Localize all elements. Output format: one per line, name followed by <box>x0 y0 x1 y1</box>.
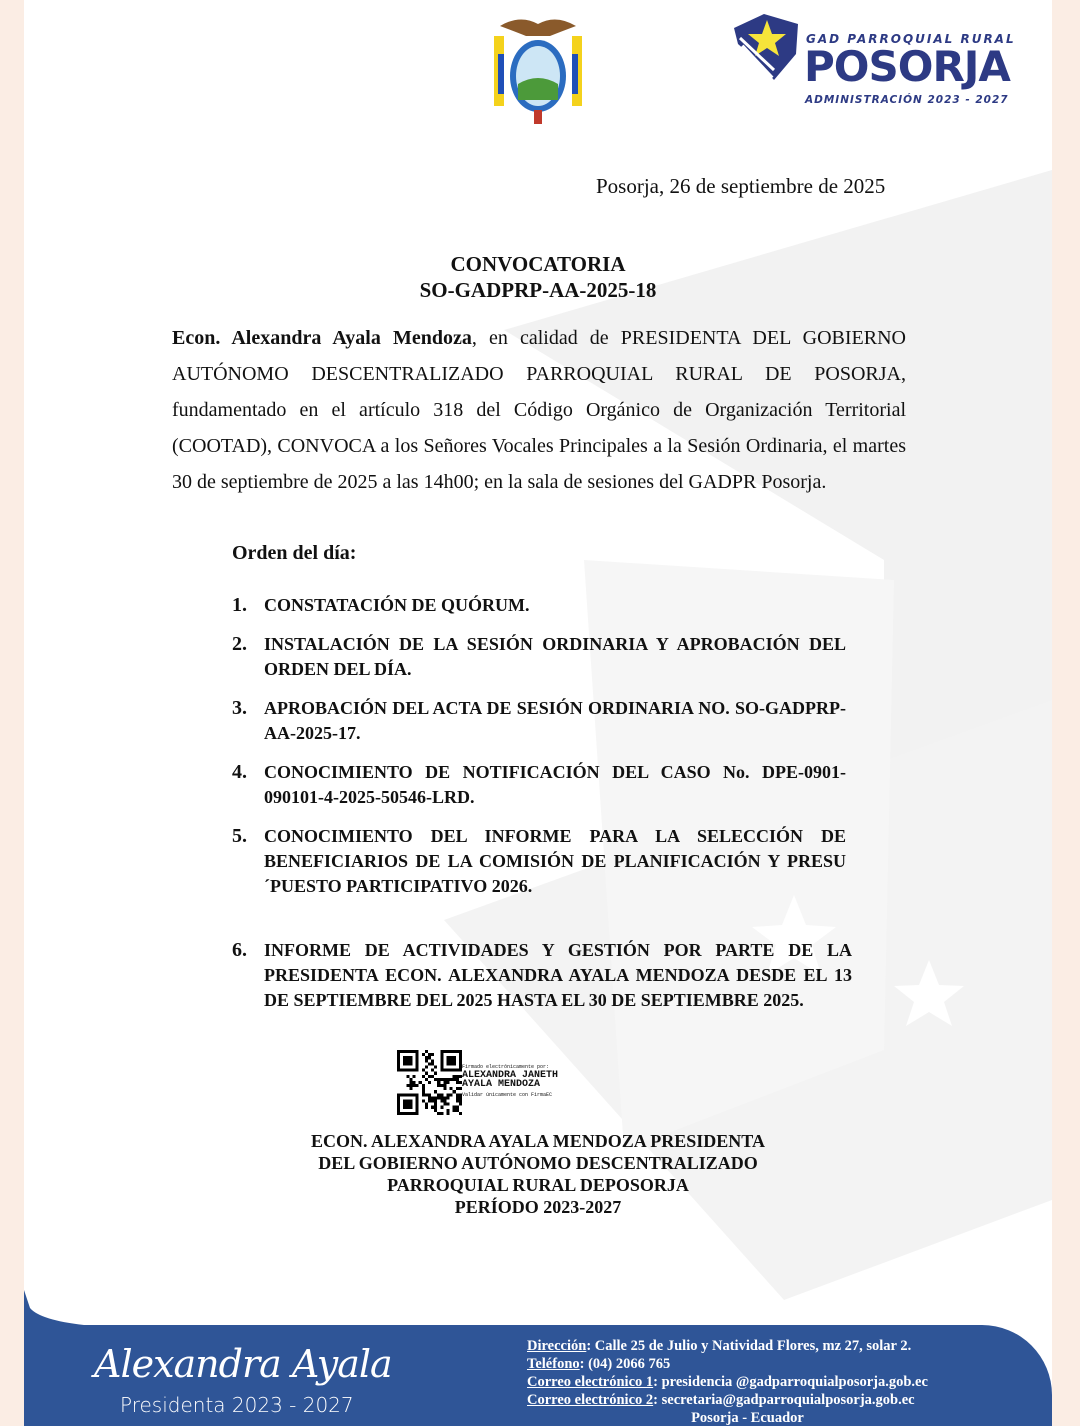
document-page <box>24 0 1052 1426</box>
footer-name: Alexandra Ayala <box>94 1342 392 1386</box>
logo-administration: ADMINISTRACIÓN 2023 - 2027 <box>805 94 1009 106</box>
document-title: CONVOCATORIA <box>450 252 626 276</box>
logo-subtitle: GAD PARROQUIAL RURAL <box>806 32 1016 46</box>
convocation-paragraph <box>172 320 906 500</box>
e-signature-name-2: AYALA MENDOZA <box>462 1079 541 1090</box>
agenda-text: INFORME DE ACTIVIDADES Y GESTIÓN POR PARTE DE LA PRESIDENTA ECON. ALEXANDRA AYALA MENDOZA DESDE EL 13 DE SEPTIEMBRE DEL 2025 HASTA EL 30 DE SEPTIEMBRE 2025. <box>264 940 852 1010</box>
logo-title: POSORJA <box>804 42 1010 91</box>
footer-wave <box>24 1290 164 1330</box>
e-signature-label: Firmado electrónicamente por: <box>462 1064 550 1070</box>
footer-role: Presidenta 2023 - 2027 <box>120 1393 354 1417</box>
agenda-number: 5. <box>232 825 247 847</box>
agenda-number: 3. <box>232 697 247 719</box>
address-label: Dirección <box>527 1338 587 1354</box>
footer-contact <box>527 1337 928 1426</box>
signature-line: PERÍODO 2023-2027 <box>454 1197 622 1217</box>
phone-label: Teléfono <box>527 1356 580 1372</box>
signature-line: DEL GOBIERNO AUTÓNOMO DESCENTRALIZADO <box>318 1153 758 1173</box>
agenda-number: 6. <box>232 939 247 961</box>
email1-value: : presidencia @gadparroquialposorja.gob.ec <box>653 1374 928 1390</box>
agenda-text: CONSTATACIÓN DE QUÓRUM. <box>264 595 530 615</box>
agenda-item <box>232 760 846 810</box>
agenda-item <box>232 938 852 1013</box>
agenda-text: INSTALACIÓN DE LA SESIÓN ORDINARIA Y APROBACIÓN DEL ORDEN DEL DÍA. <box>264 634 846 679</box>
document-date: Posorja, 26 de septiembre de 2025 <box>596 174 886 198</box>
e-signature-text <box>462 1064 558 1099</box>
agenda-item <box>232 696 846 746</box>
agenda-text: CONOCIMIENTO DE NOTIFICACIÓN DEL CASO No. DPE-0901-090101-4-2025-50546-LRD. <box>264 762 846 807</box>
signature-line: PARROQUIAL RURAL DEPOSORJA <box>387 1175 689 1195</box>
agenda-text: APROBACIÓN DEL ACTA DE SESIÓN ORDINARIA NO. SO-GADPRP-AA-2025-17. <box>264 698 846 743</box>
email1-label: Correo electrónico 1 <box>527 1374 654 1390</box>
e-signature-validate: Validar únicamente con FirmaEC <box>462 1092 553 1098</box>
posorja-shield-logo <box>734 14 800 84</box>
agenda-item <box>232 824 846 899</box>
agenda-item <box>232 593 846 618</box>
agenda-title: Orden del día: <box>232 542 357 564</box>
convener-name: Econ. Alexandra Ayala Mendoza <box>172 327 472 349</box>
email2-value: : secretaria@gadparroquialposorja.gob.ec <box>653 1392 915 1408</box>
agenda-text: CONOCIMIENTO DEL INFORME PARA LA SELECCIÓN DE BENEFICIARIOS DE LA COMISIÓN DE PLANIFICACIÓN Y PRESU´PUESTO PARTICIPATIVO 2026. <box>264 826 846 896</box>
agenda-number: 1. <box>232 594 247 616</box>
signature-block <box>24 1130 1052 1218</box>
signature-qr-code <box>397 1050 462 1115</box>
document-code: SO-GADPRP-AA-2025-18 <box>419 278 657 302</box>
email2-label: Correo electrónico 2 <box>527 1392 654 1408</box>
e-signature-name-1: ALEXANDRA JANETH <box>462 1070 559 1081</box>
agenda-number: 2. <box>232 633 247 655</box>
ecuador-coat-of-arms <box>490 14 586 126</box>
footer-location: Posorja - Ecuador <box>691 1410 804 1426</box>
convocation-text: , en calidad de PRESIDENTA DEL GOBIERNO AUTÓNOMO DESCENTRALIZADO PARROQUIAL RURAL DE POSORJA, fundamentado en el artículo 318 del Código Orgánico de Organización Territorial (COOTAD), CONVOCA a los Señores Vocales Principales a la Sesión Ordinaria, el martes 30 de septiembre de 2025 a las 14h00; en la sala de sesiones del GADPR Posorja. <box>172 327 906 493</box>
address-value: : Calle 25 de Julio y Natividad Flores, mz 27, solar 2. <box>586 1338 912 1354</box>
phone-value: : (04) 2066 765 <box>579 1356 671 1372</box>
signature-line: ECON. ALEXANDRA AYALA MENDOZA PRESIDENTA <box>311 1131 765 1151</box>
agenda-item <box>232 632 846 682</box>
agenda-number: 4. <box>232 761 247 783</box>
